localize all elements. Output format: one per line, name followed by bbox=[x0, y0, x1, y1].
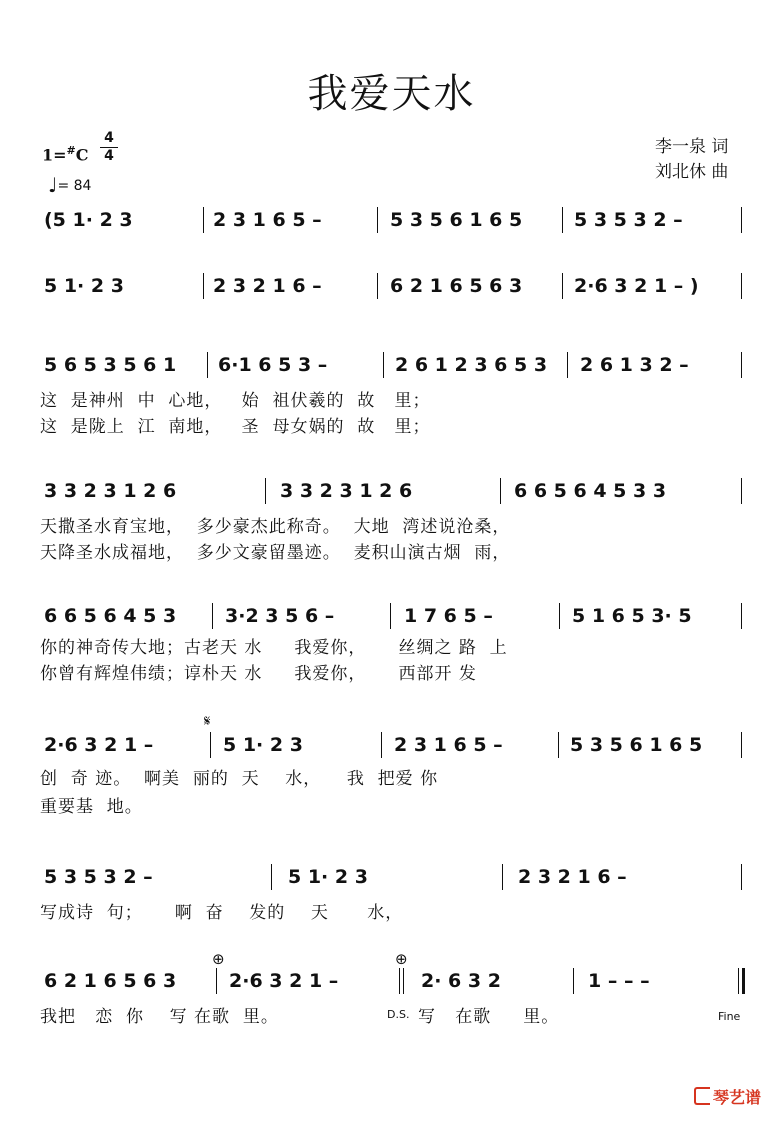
coda-icon: ⊕ bbox=[212, 950, 225, 968]
measure-5-4: 5 1 6 5 3· 5 bbox=[572, 605, 692, 627]
measure-7-1: 5 3 5 3 2 – bbox=[44, 866, 153, 888]
measure-1-1: (5 1· 2 3 bbox=[44, 209, 133, 231]
lyric-line: 天撒圣水育宝地， 多少豪杰此称奇。 大地 湾述说沧桑， bbox=[40, 517, 511, 537]
measure-7-2: 5 1· 2 3 bbox=[288, 866, 368, 888]
segno-icon: 𝄋 bbox=[204, 712, 211, 730]
measure-2-4: 2·6 3 2 1 – ) bbox=[574, 275, 699, 297]
measure-5-3: 1 7 6 5 – bbox=[404, 605, 493, 627]
measure-6-3: 2 3 1 6 5 – bbox=[394, 734, 503, 756]
measure-8-3: 2· 6 3 2 bbox=[421, 970, 501, 992]
lyric-line: 这 是神州 中 心地， 始 祖伏羲的 故 里； bbox=[40, 391, 431, 411]
logo-icon bbox=[694, 1087, 710, 1105]
measure-2-1: 5 1· 2 3 bbox=[44, 275, 124, 297]
measure-6-2: 5 1· 2 3 bbox=[223, 734, 303, 756]
watermark-logo: 琴艺谱 bbox=[694, 1085, 761, 1108]
measure-2-3: 6 2 1 6 5 6 3 bbox=[390, 275, 523, 297]
quarter-note-icon: ♩ bbox=[48, 173, 58, 197]
measure-1-2: 2 3 1 6 5 – bbox=[213, 209, 322, 231]
lyric-line: 天降圣水成福地， 多少文豪留墨迹。 麦积山演古烟 雨， bbox=[40, 543, 511, 563]
score-system-4 bbox=[0, 478, 783, 568]
measure-6-1: 2·6 3 2 1 – bbox=[44, 734, 154, 756]
coda-icon: ⊕ bbox=[395, 950, 408, 968]
measure-7-3: 2 3 2 1 6 – bbox=[518, 866, 627, 888]
measure-3-3: 2 6 1 2 3 6 5 3 bbox=[395, 354, 548, 376]
measure-3-1: 5 6 5 3 5 6 1 bbox=[44, 354, 177, 376]
key-signature: 1=#C bbox=[42, 144, 89, 165]
lyric-line: 你的神奇传大地；古老天 水 我爱你， 丝绸之 路 上 bbox=[40, 638, 508, 658]
fine-marking: Fine bbox=[718, 1010, 741, 1023]
time-signature: 4 4 bbox=[100, 131, 118, 164]
measure-5-1: 6 6 5 6 4 5 3 bbox=[44, 605, 177, 627]
score-system-5 bbox=[0, 603, 783, 693]
measure-8-1: 6 2 1 6 5 6 3 bbox=[44, 970, 177, 992]
tempo-marking: ♩= 84 bbox=[48, 173, 92, 197]
measure-6-4: 5 3 5 6 1 6 5 bbox=[570, 734, 703, 756]
measure-8-4: 1 – – – bbox=[588, 970, 650, 992]
lyric-line: 我把 恋 你 写 在歌 里。 bbox=[40, 1007, 286, 1027]
score-system-7 bbox=[0, 864, 783, 954]
score-system-8 bbox=[0, 968, 783, 1058]
measure-3-4: 2 6 1 3 2 – bbox=[580, 354, 689, 376]
measure-1-4: 5 3 5 3 2 – bbox=[574, 209, 683, 231]
page-title: 我爱天水 bbox=[307, 71, 476, 117]
measure-4-2: 3 3 2 3 1 2 6 bbox=[280, 480, 413, 502]
lyric-line: 这 是陇上 江 南地， 圣 母女娲的 故 里； bbox=[40, 417, 431, 437]
lyricist-credit: 李一泉 词 bbox=[655, 137, 729, 157]
lyric-line: 写 在歌 里。 bbox=[418, 1007, 560, 1027]
measure-2-2: 2 3 2 1 6 – bbox=[213, 275, 322, 297]
lyric-line: 写成诗 句； 啊 奋 发的 天 水， bbox=[40, 903, 404, 923]
measure-4-3: 6 6 5 6 4 5 3 3 bbox=[514, 480, 667, 502]
ds-marking: D.S. bbox=[387, 1008, 410, 1021]
measure-3-2: 6·1 6 5 3 – bbox=[218, 354, 328, 376]
measure-4-1: 3 3 2 3 1 2 6 bbox=[44, 480, 177, 502]
lyric-line: 重要基 地。 bbox=[40, 797, 143, 817]
lyric-line: 创 奇 迹。 啊美 丽的 天 水， 我 把爱 你 bbox=[40, 769, 439, 789]
composer-credit: 刘北休 曲 bbox=[655, 162, 729, 182]
score-system-2 bbox=[0, 273, 783, 363]
measure-5-2: 3·2 3 5 6 – bbox=[225, 605, 335, 627]
score-system-3 bbox=[0, 352, 783, 442]
lyric-line: 你曾有辉煌伟绩；谆朴天 水 我爱你， 西部开 发 bbox=[40, 664, 477, 684]
score-system-6 bbox=[0, 732, 783, 822]
measure-8-2: 2·6 3 2 1 – bbox=[229, 970, 339, 992]
measure-1-3: 5 3 5 6 1 6 5 bbox=[390, 209, 523, 231]
